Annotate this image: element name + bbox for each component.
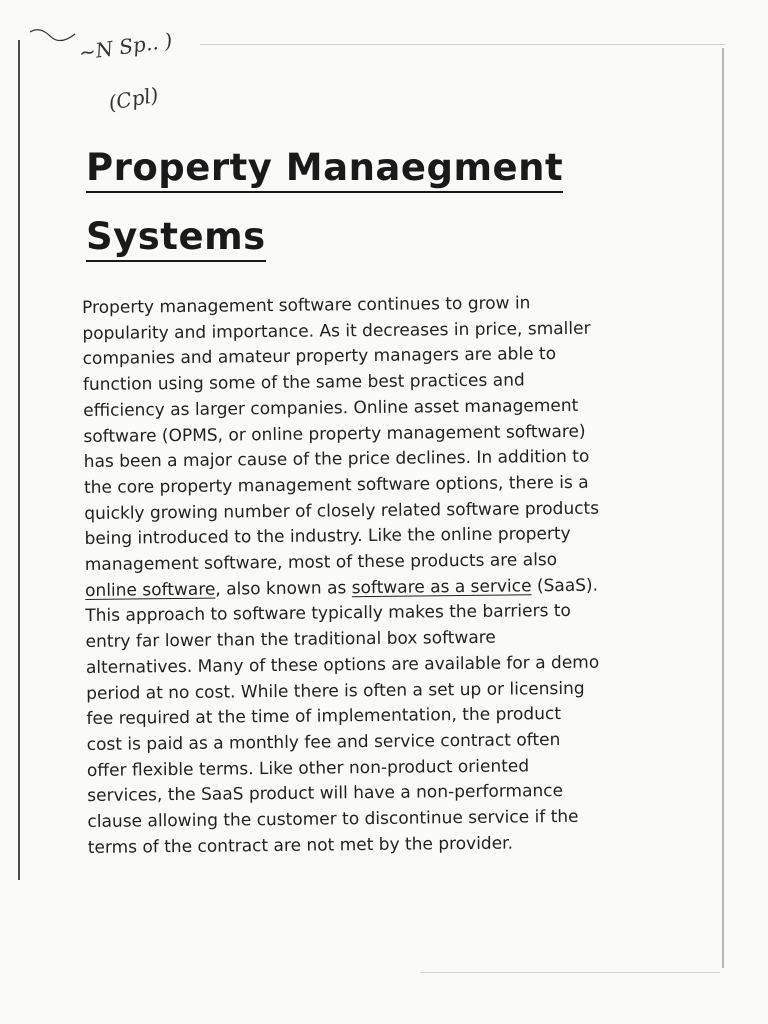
body-line: entry far lower than the traditional box software bbox=[85, 627, 496, 653]
page-title bbox=[86, 138, 606, 276]
body-line: This approach to software typically makes the barriers to bbox=[85, 601, 571, 627]
body-line: terms of the contract are not met by the provider. bbox=[87, 833, 514, 858]
page-border-bottom bbox=[420, 972, 720, 973]
body-line: fee required at the time of implementation, the product bbox=[86, 704, 562, 730]
body-line: popularity and importance. As it decreases in price, smaller bbox=[82, 318, 591, 344]
body-line: services, the SaaS product will have a non-performance bbox=[87, 781, 564, 807]
handwritten-note-line2: (Cpl) bbox=[106, 82, 161, 115]
title-line-2: Systems bbox=[86, 215, 266, 262]
body-line: has been a major cause of the price declines. In addition to bbox=[83, 446, 590, 473]
body-line: cost is paid as a monthly fee and service contract often bbox=[86, 729, 561, 755]
page-border-top bbox=[200, 44, 725, 45]
body-line: offer flexible terms. Like other non-product oriented bbox=[86, 756, 530, 781]
page-border-left bbox=[18, 40, 20, 880]
page-border-right bbox=[722, 48, 724, 968]
body-line: efficiency as larger companies. Online asset management bbox=[83, 395, 579, 421]
body-line: management software, most of these products are also bbox=[84, 550, 558, 576]
body-text-fragment: (SaaS). bbox=[531, 575, 599, 597]
body-text-fragment: , also known as bbox=[215, 577, 352, 600]
title-line-1: Property Manaegment bbox=[86, 146, 563, 193]
body-line: quickly growing number of closely related software products bbox=[84, 498, 600, 524]
body-line: alternatives. Many of these options are available for a demo bbox=[85, 652, 600, 678]
body-line: clause allowing the customer to discontinue service if the bbox=[87, 806, 579, 833]
body-line: period at no cost. While there is often a set up or licensing bbox=[86, 678, 585, 704]
body-line: being introduced to the industry. Like the online property bbox=[84, 524, 571, 550]
underlined-term-saas: software as a service bbox=[351, 576, 532, 598]
body-line: Property management software continues to grow in bbox=[82, 293, 531, 318]
body-line: software (OPMS, or online property management software) bbox=[83, 421, 586, 447]
underlined-term-online-software: online software bbox=[84, 579, 216, 601]
body-line: companies and amateur property managers are able to bbox=[82, 344, 557, 370]
body-line: function using some of the same best practices and bbox=[82, 370, 525, 396]
handwritten-annotation bbox=[30, 22, 250, 132]
body-line: the core property management software options, there is a bbox=[83, 472, 589, 498]
handwritten-note-line1: ~N Sp.. ) bbox=[77, 28, 174, 65]
body-paragraph bbox=[82, 290, 668, 862]
